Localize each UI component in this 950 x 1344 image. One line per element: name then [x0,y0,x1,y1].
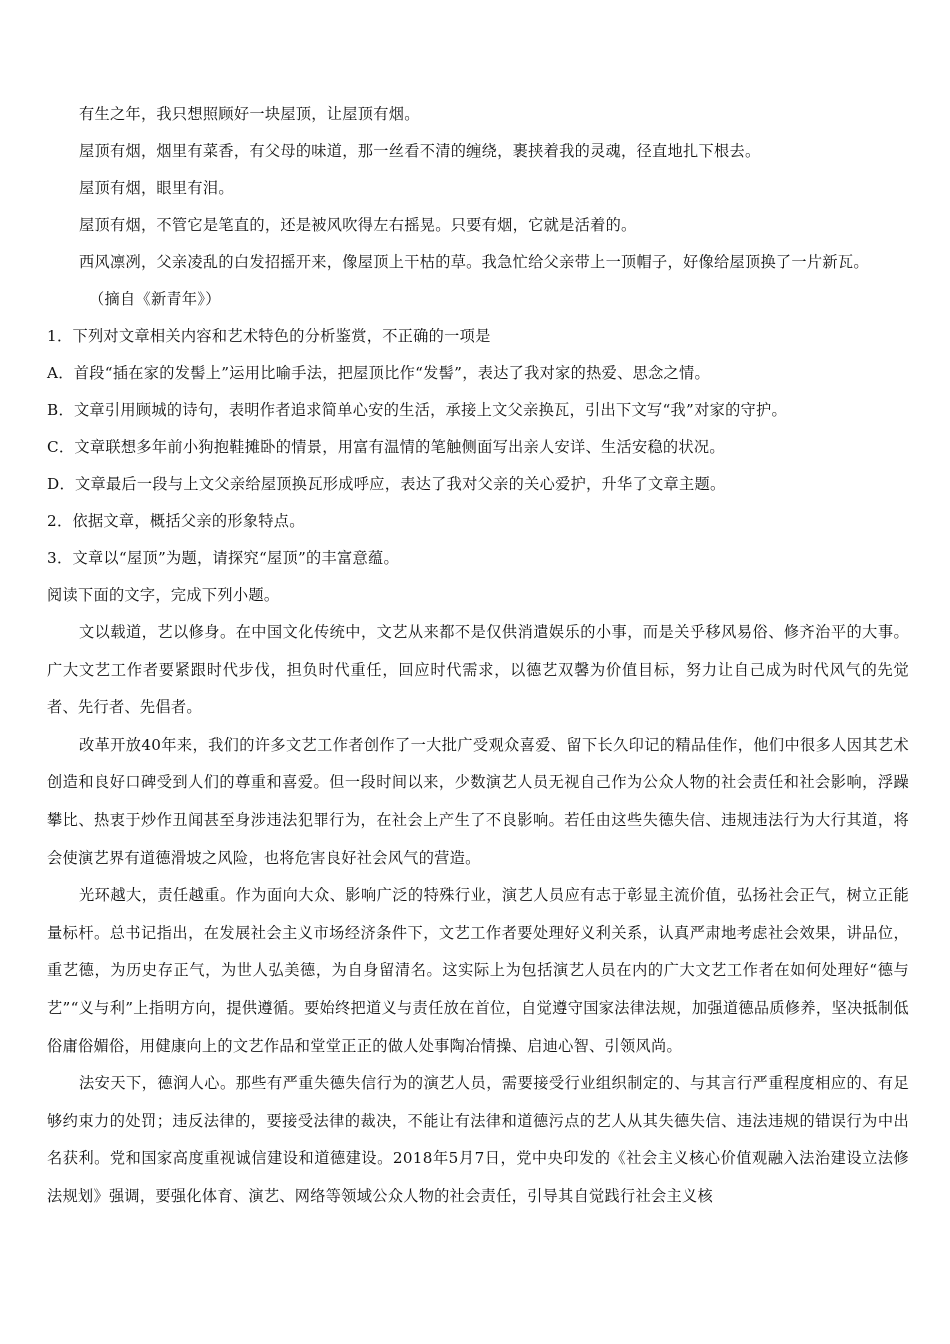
story-paragraph-3: 屋顶有烟，眼里有泪。 [79,179,234,197]
question-1-option-c: C．文章联想多年前小狗抱鞋摊卧的情景，用富有温情的笔触侧面写出亲人安详、生活安稳的状况。 [47,438,725,456]
story-paragraph-4: 屋顶有烟，不管它是笔直的，还是被风吹得左右摇晃。只要有烟，它就是活着的。 [79,216,637,234]
document-page [47,96,909,1216]
story-source: （摘自《新青年》） [89,290,221,308]
article-paragraph-4: 法安天下，德润人心。那些有严重失德失信行为的演艺人员，需要接受行业组织制定的、与其言行严重程度相应的、有足够约束力的处罚；违反法律的，要接受法律的裁决，不能让有法律和道德污点的艺人从其失德失信、违法违规的错误行为中出名获利。党和国家高度重视诚信建设和道德建设。2018年5月7日，党中央印发的《社会主义核心价值观融入法治建设立法修法规划》强调，要强化体育、演艺、网络等领域公众人物的社会责任，引导其自觉践行社会主义核 [47,1074,909,1205]
story-paragraph-2: 屋顶有烟，烟里有菜香，有父母的味道，那一丝看不清的缠绕，裹挟着我的灵魂，径直地扎下根去。 [79,142,761,160]
question-1-stem: 1．下列对文章相关内容和艺术特色的分析鉴赏，不正确的一项是 [47,327,491,345]
question-1-option-a: A．首段“插在家的发髻上”运用比喻手法，把屋顶比作“发髻”，表达了我对家的热爱、思念之情。 [47,364,711,382]
question-3: 3．文章以“屋顶”为题，请探究“屋顶”的丰富意蕴。 [47,549,399,567]
story-paragraph-5: 西风凛冽，父亲凌乱的白发招摇开来，像屋顶上干枯的草。我急忙给父亲带上一顶帽子，好像给屋顶换了一片新瓦。 [79,253,869,271]
story-paragraph-1: 有生之年，我只想照顾好一块屋顶，让屋顶有烟。 [79,105,420,123]
article-paragraph-3: 光环越大，责任越重。作为面向大众、影响广泛的特殊行业，演艺人员应有志于彰显主流价值，弘扬社会正气，树立正能量标杆。总书记指出，在发展社会主义市场经济条件下，文艺工作者要处理好义利关系，认真严肃地考虑社会效果，讲品位，重艺德，为历史存正气，为世人弘美德，为自身留清名。这实际上为包括演艺人员在内的广大文艺工作者在如何处理好“德与艺”“义与利”上指明方向，提供遵循。要始终把道义与责任放在首位，自觉遵守国家法律法规，加强道德品质修养，坚决抵制低俗庸俗媚俗，用健康向上的文艺作品和堂堂正正的做人处事陶冶情操、启迪心智、引领风尚。 [47,886,909,1055]
question-2: 2．依据文章，概括父亲的形象特点。 [47,512,305,530]
reading-instruction: 阅读下面的文字，完成下列小题。 [47,586,280,604]
article-paragraph-2: 改革开放40年来，我们的许多文艺工作者创作了一大批广受观众喜爱、留下长久印记的精品佳作，他们中很多人因其艺术创造和良好口碑受到人们的尊重和喜爱。但一段时间以来，少数演艺人员无视自己作为公众人物的社会责任和社会影响，浮躁攀比、热衷于炒作丑闻甚至身涉违法犯罪行为，在社会上产生了不良影响。若任由这些失德失信、违规违法行为大行其道，将会使演艺界有道德滑坡之风险，也将危害良好社会风气的营造。 [47,735,909,867]
article-paragraph-1: 文以载道，艺以修身。在中国文化传统中，文艺从来都不是仅供消遣娱乐的小事，而是关乎移风易俗、修齐治平的大事。广大文艺工作者要紧跟时代步伐，担负时代重任，回应时代需求，以德艺双馨为价值目标，努力让自己成为时代风气的先觉者、先行者、先倡者。 [47,623,909,717]
question-1-option-b: B．文章引用顾城的诗句，表明作者追求简单心安的生活，承接上文父亲换瓦，引出下文写“我”对家的守护。 [47,401,788,419]
question-1-option-d: D．文章最后一段与上文父亲给屋顶换瓦形成呼应，表达了我对父亲的关心爱护，升华了文章主题。 [47,475,726,493]
